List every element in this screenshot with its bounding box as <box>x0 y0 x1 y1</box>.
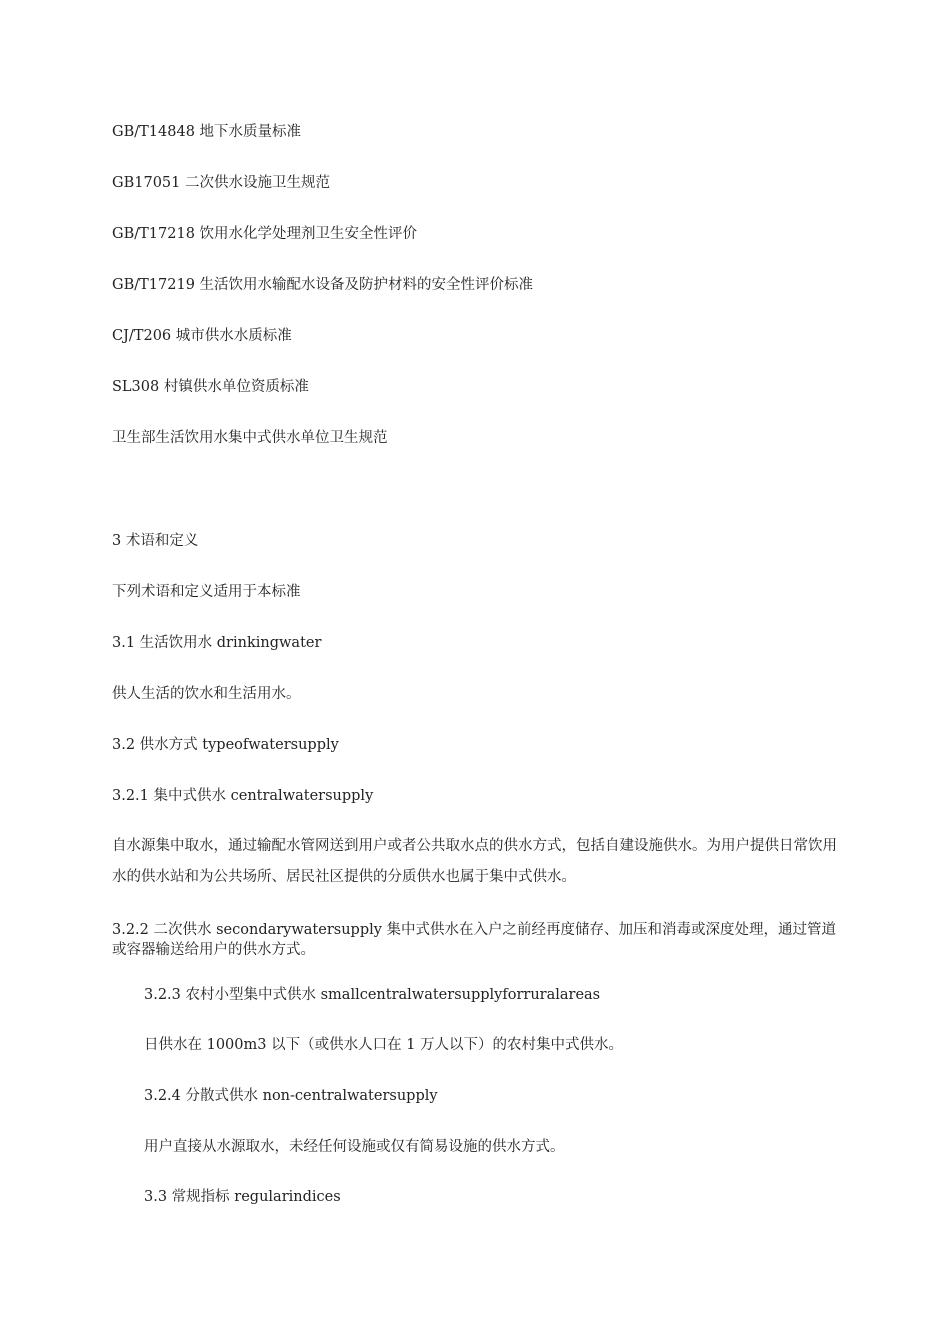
reference-item: GB17051 二次供水设施卫生规范 <box>112 175 330 191</box>
term-3-2-4-definition: 用户直接从水源取水，未经任何设施或仅有简易设施的供水方式。 <box>144 1139 565 1155</box>
reference-item: GB/T17219 生活饮用水输配水设备及防护材料的安全性评价标准 <box>112 277 534 293</box>
term-3-2-title: 3.2 供水方式 typeofwatersupply <box>112 737 339 753</box>
term-3-3-title: 3.3 常规指标 regularindices <box>144 1189 341 1205</box>
section-intro: 下列术语和定义适用于本标准 <box>112 584 301 600</box>
reference-item: SL308 村镇供水单位资质标准 <box>112 379 309 395</box>
reference-item: 卫生部生活饮用水集中式供水单位卫生规范 <box>112 430 388 446</box>
term-3-2-3-title: 3.2.3 农村小型集中式供水 smallcentralwatersupplyforruralareas <box>144 987 601 1003</box>
reference-item: GB/T14848 地下水质量标准 <box>112 124 302 140</box>
term-3-2-3-definition: 日供水在 1000m3 以下（或供水人口在 1 万人以下）的农村集中式供水。 <box>144 1037 624 1053</box>
term-3-2-1-title: 3.2.1 集中式供水 centralwatersupply <box>112 788 374 804</box>
reference-item: GB/T17218 饮用水化学处理剂卫生安全性评价 <box>112 226 418 242</box>
term-3-1-definition: 供人生活的饮水和生活用水。 <box>112 686 301 702</box>
term-3-1-title: 3.1 生活饮用水 drinkingwater <box>112 635 322 651</box>
term-3-2-4-title: 3.2.4 分散式供水 non-centralwatersupply <box>144 1088 438 1104</box>
term-3-2-2-text: 3.2.2 二次供水 secondarywatersupply 集中式供水在入户之前经再度储存、加压和消毒或深度处理，通过管道或容器输送给用户的供水方式。 <box>112 922 837 958</box>
section-heading: 3 术语和定义 <box>112 533 199 549</box>
term-3-2-1-definition: 自水源集中取水，通过输配水管网送到用户或者公共取水点的供水方式，包括自建设施供水。为用户提供日常饮用水的供水站和为公共场所、居民社区提供的分质供水也属于集中式供水。 <box>112 838 837 885</box>
reference-item: CJ/T206 城市供水水质标准 <box>112 328 292 344</box>
